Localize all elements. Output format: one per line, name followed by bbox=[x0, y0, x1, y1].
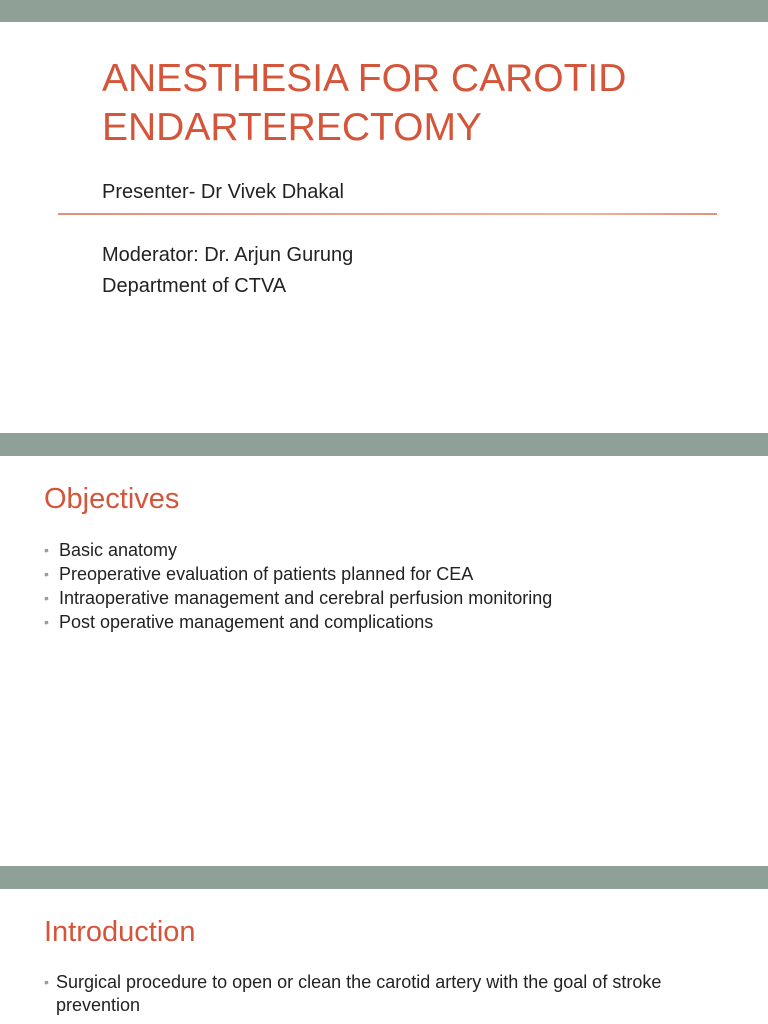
list-item-text: Post operative management and complications bbox=[59, 612, 434, 632]
list-item bbox=[44, 586, 552, 610]
objectives-heading: Objectives bbox=[44, 483, 180, 515]
list-item bbox=[44, 562, 552, 586]
bullet-icon: • bbox=[44, 566, 49, 582]
slide-introduction bbox=[0, 889, 768, 1024]
title-divider bbox=[58, 213, 717, 215]
list-item bbox=[44, 971, 736, 1017]
bullet-icon: • bbox=[44, 614, 49, 630]
introduction-heading: Introduction bbox=[44, 916, 196, 948]
presenter-line: Presenter- Dr Vivek Dhakal bbox=[102, 181, 344, 203]
bullet-icon: • bbox=[44, 542, 49, 558]
objectives-list bbox=[44, 538, 552, 634]
presentation-title: ANESTHESIA FOR CAROTID ENDARTERECTOMY bbox=[102, 57, 627, 149]
slide-title bbox=[0, 22, 768, 433]
list-item bbox=[44, 538, 552, 562]
slide-band-2 bbox=[0, 433, 768, 456]
slide-band-top bbox=[0, 0, 768, 22]
list-item-text: Surgical procedure to open or clean the carotid artery with the goal of stroke prevention bbox=[56, 972, 662, 1015]
list-item-text: Preoperative evaluation of patients planned for CEA bbox=[59, 564, 474, 584]
moderator-line: Moderator: Dr. Arjun Gurung bbox=[102, 244, 354, 266]
bullet-icon: • bbox=[44, 590, 49, 606]
slide-objectives bbox=[0, 456, 768, 866]
list-item-text: Intraoperative management and cerebral perfusion monitoring bbox=[59, 588, 553, 608]
list-item bbox=[44, 610, 552, 634]
slide-band-3 bbox=[0, 866, 768, 889]
introduction-list bbox=[44, 971, 736, 1017]
list-item-text: Basic anatomy bbox=[59, 540, 178, 560]
bullet-icon: • bbox=[44, 974, 49, 990]
department-line: Department of CTVA bbox=[102, 275, 287, 297]
